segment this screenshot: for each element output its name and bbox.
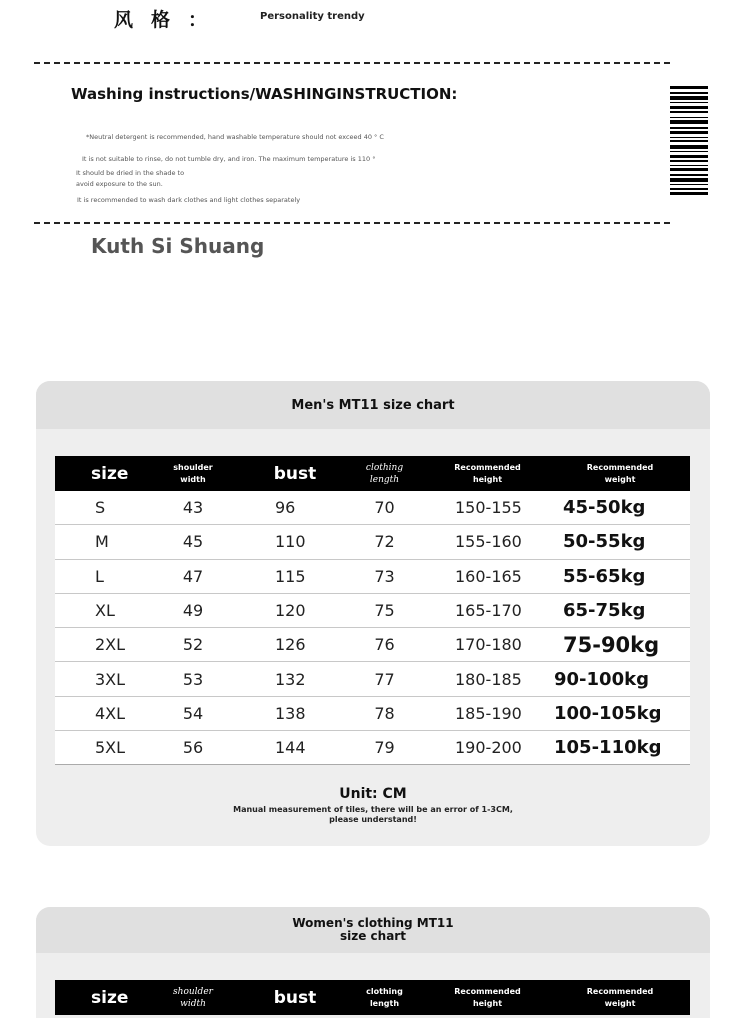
table-row (55, 560, 690, 594)
cell-height: 185-190 (455, 703, 522, 723)
table-row (55, 491, 690, 525)
women-chart-title-line1: Women's clothing MT11 (292, 916, 454, 930)
cell-size: XL (95, 601, 115, 621)
cell-bust: 120 (275, 601, 306, 621)
cell-length: 76 (374, 635, 395, 655)
header-height-line2: height (472, 998, 503, 1008)
cell-height: 150-155 (455, 498, 522, 518)
header-size: size (91, 463, 129, 484)
cell-bust: 115 (275, 566, 306, 586)
cell-height: 160-165 (455, 566, 522, 586)
header-length-line1: clothing (366, 986, 403, 996)
style-row (114, 4, 365, 32)
cell-weight: 55-65kg (563, 565, 646, 587)
cell-shoulder: 49 (182, 601, 204, 621)
cell-height: 165-170 (455, 601, 522, 621)
table-row (55, 594, 690, 628)
cell-height: 180-185 (455, 669, 522, 689)
measurement-note: Manual measurement of tiles, there will be an error of 1-3CM, please understand! (233, 805, 513, 824)
header-weight-line1: Recommended (586, 462, 654, 472)
header-shoulder (140, 986, 246, 1010)
header-height-line1: Recommended (454, 986, 521, 996)
cell-size: 2XL (95, 635, 126, 655)
cell-bust: 110 (275, 532, 306, 552)
cell-shoulder: 45 (182, 532, 204, 552)
washing-line (76, 168, 184, 190)
unit-label: Unit: CM (339, 786, 407, 802)
cell-shoulder: 47 (182, 566, 204, 586)
table-row (55, 525, 690, 559)
header-height-line2: height (472, 474, 503, 484)
women-chart-title (36, 907, 710, 953)
dashed-divider-top (34, 62, 670, 64)
cell-size: 3XL (95, 669, 126, 689)
washing-line: *Neutral detergent is recommended, hand washable temperature should not exceed 40 ° C (86, 133, 384, 141)
cell-weight: 50-55kg (563, 531, 646, 553)
header-height-line1: Recommended (454, 462, 521, 472)
cell-size: L (95, 566, 104, 586)
cell-size: M (95, 532, 109, 552)
header-weight-line2: weight (604, 998, 636, 1008)
cell-weight: 75-90kg (563, 632, 660, 657)
header-shoulder-line1: shoulder (173, 462, 213, 472)
cell-size: 5XL (95, 738, 126, 758)
header-weight (550, 462, 690, 486)
style-value: Personality trendy (260, 11, 365, 22)
women-size-chart (36, 907, 710, 1018)
header-length-line2: length (369, 474, 400, 485)
table-row (55, 697, 690, 731)
cell-weight: 90-100kg (554, 668, 649, 690)
cell-height: 170-180 (455, 635, 522, 655)
cell-weight: 105-110kg (554, 737, 662, 759)
cell-weight: 100-105kg (554, 702, 662, 724)
cell-bust: 144 (275, 738, 306, 758)
cell-length: 70 (374, 498, 395, 518)
header-shoulder-line1: shoulder (173, 986, 213, 997)
header-height (425, 462, 550, 486)
washing-line: It is not suitable to rinse, do not tumble dry, and iron. The maximum temperature is 110 ° (82, 155, 376, 163)
table-row (55, 731, 690, 765)
header-shoulder-line2: width (180, 998, 206, 1009)
header-length (344, 462, 425, 486)
men-size-chart (36, 381, 710, 846)
barcode-icon (670, 86, 708, 203)
men-chart-title: Men's MT11 size chart (36, 381, 710, 429)
header-weight (550, 986, 690, 1010)
header-weight-line1: Recommended (586, 986, 654, 996)
washing-line-part: avoid exposure to the sun. (76, 180, 163, 188)
cell-shoulder: 54 (182, 703, 204, 723)
style-label: 风格： (114, 8, 226, 31)
cell-size: S (95, 498, 106, 518)
header-weight-line2: weight (604, 474, 636, 484)
cell-length: 73 (374, 566, 395, 586)
table-header (55, 980, 690, 1015)
table-row (55, 662, 690, 696)
header-shoulder-line2: width (180, 474, 206, 484)
women-size-table (55, 980, 690, 1015)
cell-weight: 45-50kg (563, 497, 646, 519)
cell-length: 78 (374, 703, 395, 723)
header-shoulder (140, 462, 246, 486)
cell-shoulder: 53 (182, 669, 204, 689)
header-bust: bust (273, 987, 317, 1008)
cell-bust: 138 (275, 703, 306, 723)
cell-bust: 132 (275, 669, 306, 689)
header-bust: bust (273, 463, 317, 484)
header-height (425, 986, 550, 1010)
cell-size: 4XL (95, 703, 126, 723)
cell-length: 72 (374, 532, 395, 552)
washing-line-part: It should be dried in the shade to (76, 169, 185, 177)
men-size-table (55, 456, 690, 765)
cell-bust: 126 (275, 635, 306, 655)
header-length-line1: clothing (365, 462, 404, 473)
cell-shoulder: 52 (182, 635, 204, 655)
cell-length: 79 (374, 738, 395, 758)
table-header (55, 456, 690, 491)
cell-height: 155-160 (455, 532, 522, 552)
cell-length: 75 (374, 601, 395, 621)
cell-shoulder: 56 (182, 738, 204, 758)
brand-name: Kuth Si Shuang (91, 234, 265, 258)
header-length-line2: length (369, 998, 400, 1008)
dashed-divider-bottom (34, 222, 670, 224)
washing-title: Washing instructions/WASHINGINSTRUCTION: (71, 85, 458, 103)
cell-weight: 65-75kg (563, 600, 646, 622)
header-size: size (91, 987, 129, 1008)
header-length (344, 986, 425, 1010)
cell-length: 77 (374, 669, 395, 689)
washing-line: It is recommended to wash dark clothes and light clothes separately (77, 196, 301, 204)
cell-bust: 96 (275, 498, 296, 518)
women-chart-title-line2: size chart (340, 929, 406, 943)
cell-shoulder: 43 (182, 498, 204, 518)
table-row (55, 628, 690, 662)
cell-height: 190-200 (455, 738, 522, 758)
